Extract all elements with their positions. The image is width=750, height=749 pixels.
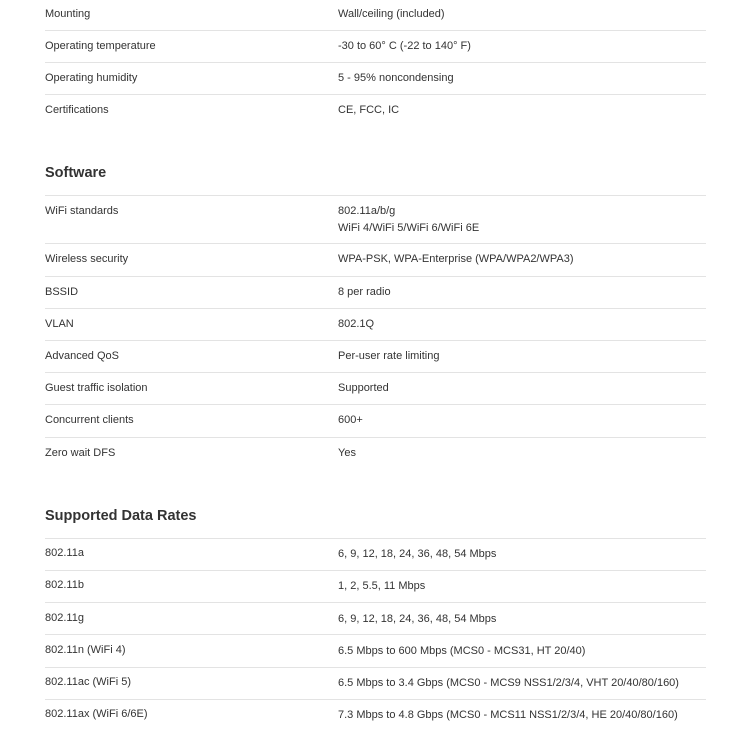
spec-value-mounting: Wall/ceiling (included) — [338, 8, 445, 20]
spec-label-80211a: 802.11a — [45, 547, 84, 559]
spec-label-80211n: 802.11n (WiFi 4) — [45, 644, 126, 656]
spec-label-wireless-security: Wireless security — [45, 253, 129, 265]
spec-label-advanced-qos: Advanced QoS — [45, 350, 119, 362]
section-title-supported-data-rates: Supported Data Rates — [45, 508, 197, 524]
row-divider — [45, 62, 706, 63]
spec-value-vlan: 802.1Q — [338, 318, 375, 330]
spec-value-zero-wait-dfs: Yes — [338, 447, 356, 459]
section-divider — [45, 538, 706, 539]
spec-value-concurrent-clients: 600+ — [338, 414, 363, 426]
spec-value-advanced-qos: Per-user rate limiting — [338, 350, 440, 362]
spec-value-operating-temperature: -30 to 60° C (-22 to 140° F) — [338, 40, 471, 52]
spec-label-80211b: 802.11b — [45, 579, 84, 591]
spec-value-80211n: 6.5 Mbps to 600 Mbps (MCS0 - MCS31, HT 20/40) — [338, 645, 586, 657]
spec-label-guest-traffic-isolation: Guest traffic isolation — [45, 382, 148, 394]
spec-value-80211a: 6, 9, 12, 18, 24, 36, 48, 54 Mbps — [338, 548, 497, 560]
row-divider — [45, 308, 706, 309]
row-divider — [45, 30, 706, 31]
spec-value-operating-humidity: 5 - 95% noncondensing — [338, 72, 454, 84]
row-divider — [45, 602, 706, 603]
row-divider — [45, 437, 706, 438]
spec-value-80211ax: 7.3 Mbps to 4.8 Gbps (MCS0 - MCS11 NSS1/2/3/4, HE 20/40/80/160) — [338, 709, 678, 721]
spec-value-certifications: CE, FCC, IC — [338, 104, 400, 116]
spec-label-vlan: VLAN — [45, 318, 74, 330]
spec-value-wifi-standards: 802.11a/b/g — [338, 205, 396, 217]
spec-label-wifi-standards: WiFi standards — [45, 205, 119, 217]
spec-label-certifications: Certifications — [45, 104, 109, 116]
row-divider — [45, 372, 706, 373]
row-divider — [45, 634, 706, 635]
spec-value-80211g: 6, 9, 12, 18, 24, 36, 48, 54 Mbps — [338, 613, 497, 625]
spec-label-mounting: Mounting — [45, 8, 91, 20]
spec-label-80211g: 802.11g — [45, 612, 84, 624]
spec-label-zero-wait-dfs: Zero wait DFS — [45, 447, 116, 459]
spec-label-80211ax: 802.11ax (WiFi 6/6E) — [45, 708, 148, 720]
row-divider — [45, 340, 706, 341]
row-divider — [45, 667, 706, 668]
spec-value-wifi-standards-line2: WiFi 4/WiFi 5/WiFi 6/WiFi 6E — [338, 222, 480, 234]
section-divider — [45, 195, 706, 196]
row-divider — [45, 276, 706, 277]
row-divider — [45, 699, 706, 700]
spec-label-80211ac: 802.11ac (WiFi 5) — [45, 676, 131, 688]
section-title-software: Software — [45, 165, 107, 181]
row-divider — [45, 243, 706, 244]
spec-value-bssid: 8 per radio — [338, 286, 391, 298]
spec-value-80211b: 1, 2, 5.5, 11 Mbps — [338, 580, 426, 592]
row-divider — [45, 570, 706, 571]
spec-value-guest-traffic-isolation: Supported — [338, 382, 389, 394]
spec-value-80211ac: 6.5 Mbps to 3.4 Gbps (MCS0 - MCS9 NSS1/2/3/4, VHT 20/40/80/160) — [338, 677, 679, 689]
spec-label-bssid: BSSID — [45, 286, 79, 298]
row-divider — [45, 404, 706, 405]
spec-label-operating-humidity: Operating humidity — [45, 72, 138, 84]
spec-label-operating-temperature: Operating temperature — [45, 40, 156, 52]
spec-label-concurrent-clients: Concurrent clients — [45, 414, 134, 426]
row-divider — [45, 94, 706, 95]
spec-value-wireless-security: WPA-PSK, WPA-Enterprise (WPA/WPA2/WPA3) — [338, 253, 574, 265]
